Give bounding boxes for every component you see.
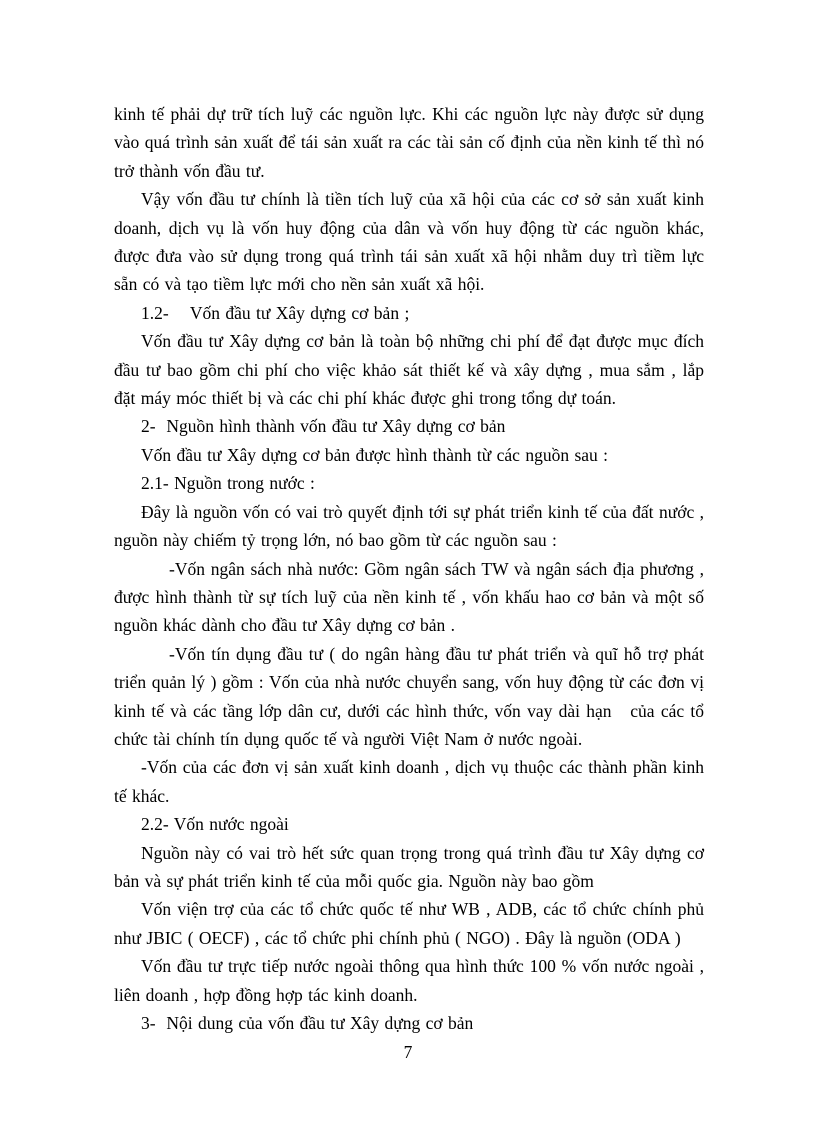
page-number: 7 (403, 1042, 413, 1062)
paragraph: Vốn viện trợ của các tổ chức quốc tế như WB , ADB, các tổ chức chính phủ như JBIC ( OECF) , các tổ chức phi chính phủ ( NGO) . Đây là nguồn (ODA ) (114, 899, 704, 948)
section-heading-3: 3- Nội dung của vốn đầu tư Xây dựng cơ bản (141, 1013, 474, 1033)
paragraph: Vốn đầu tư Xây dựng cơ bản là toàn bộ những chi phí để đạt được mục đích đầu tư bao gồm chi phí cho việc khảo sát thiết kế và xây dựng , mua sắm , lắp đặt máy móc thiết bị và các chi phí khác được ghi trong tổng dự toán. (114, 331, 704, 409)
page-body-text (114, 100, 704, 1037)
list-item-business-capital: -Vốn của các đơn vị sản xuất kinh doanh , dịch vụ thuộc các thành phần kinh tế khác. (114, 757, 704, 806)
paragraph-continued: kinh tế phải dự trữ tích luỹ các nguồn lực. Khi các nguồn lực này được sử dụng vào quá trình sản xuất để tái sản xuất ra các tài sản cố định của nền kinh tế thì nó trở thành vốn đầu tư. (114, 104, 704, 181)
section-heading-2-1: 2.1- Nguồn trong nước : (141, 473, 315, 494)
paragraph: Vậy vốn đầu tư chính là tiền tích luỹ của xã hội của các cơ sở sản xuất kinh doanh, dịch vụ là vốn huy động của dân và vốn huy động từ các nguồn khác, được đưa vào sử dụng trong quá trình tái sản xuất xã hội nhằm duy trì tiềm lực sẵn có và tạo tiềm lực mới cho nền sản xuất xã hội. (114, 189, 704, 295)
paragraph: Nguồn này có vai trò hết sức quan trọng trong quá trình đầu tư Xây dựng cơ bản và sự phát triển kinh tế của mỗi quốc gia. Nguồn này bao gồm (114, 842, 704, 891)
section-heading-2: 2- Nguồn hình thành vốn đầu tư Xây dựng cơ bản (141, 416, 506, 437)
section-heading-1-2: 1.2- Vốn đầu tư Xây dựng cơ bản ; (141, 302, 410, 323)
section-heading-2-2: 2.2- Vốn nước ngoài (141, 814, 289, 835)
list-item-state-budget: -Vốn ngân sách nhà nước: Gồm ngân sách TW và ngân sách địa phương , được hình thành từ sự tích luỹ của nền kinh tế , vốn khấu hao cơ bản và một số nguồn khác dành cho đầu tư Xây dựng cơ bản . (114, 558, 704, 636)
list-item-credit-capital: -Vốn tín dụng đầu tư ( do ngân hàng đầu tư phát triển và quĩ hỗ trợ phát triển quản lý ) gồm : Vốn của nhà nước chuyển sang, vốn huy động từ các đơn vị kinh tế và các tầng lớp dân cư, dưới các hình thức, vốn vay dài hạn của các tổ chức tài chính tín dụng quốc tế và người Việt Nam ở nước ngoài. (114, 643, 704, 749)
paragraph: Vốn đầu tư Xây dựng cơ bản được hình thành từ các nguồn sau : (141, 444, 609, 465)
paragraph: Vốn đầu tư trực tiếp nước ngoài thông qua hình thức 100 % vốn nước ngoài , liên doanh , hợp đồng hợp tác kinh doanh. (114, 956, 704, 1005)
paragraph: Đây là nguồn vốn có vai trò quyết định tới sự phát triển kinh tế của đất nước , nguồn này chiếm tỷ trọng lớn, nó bao gồm từ các nguồn sau : (114, 501, 704, 551)
